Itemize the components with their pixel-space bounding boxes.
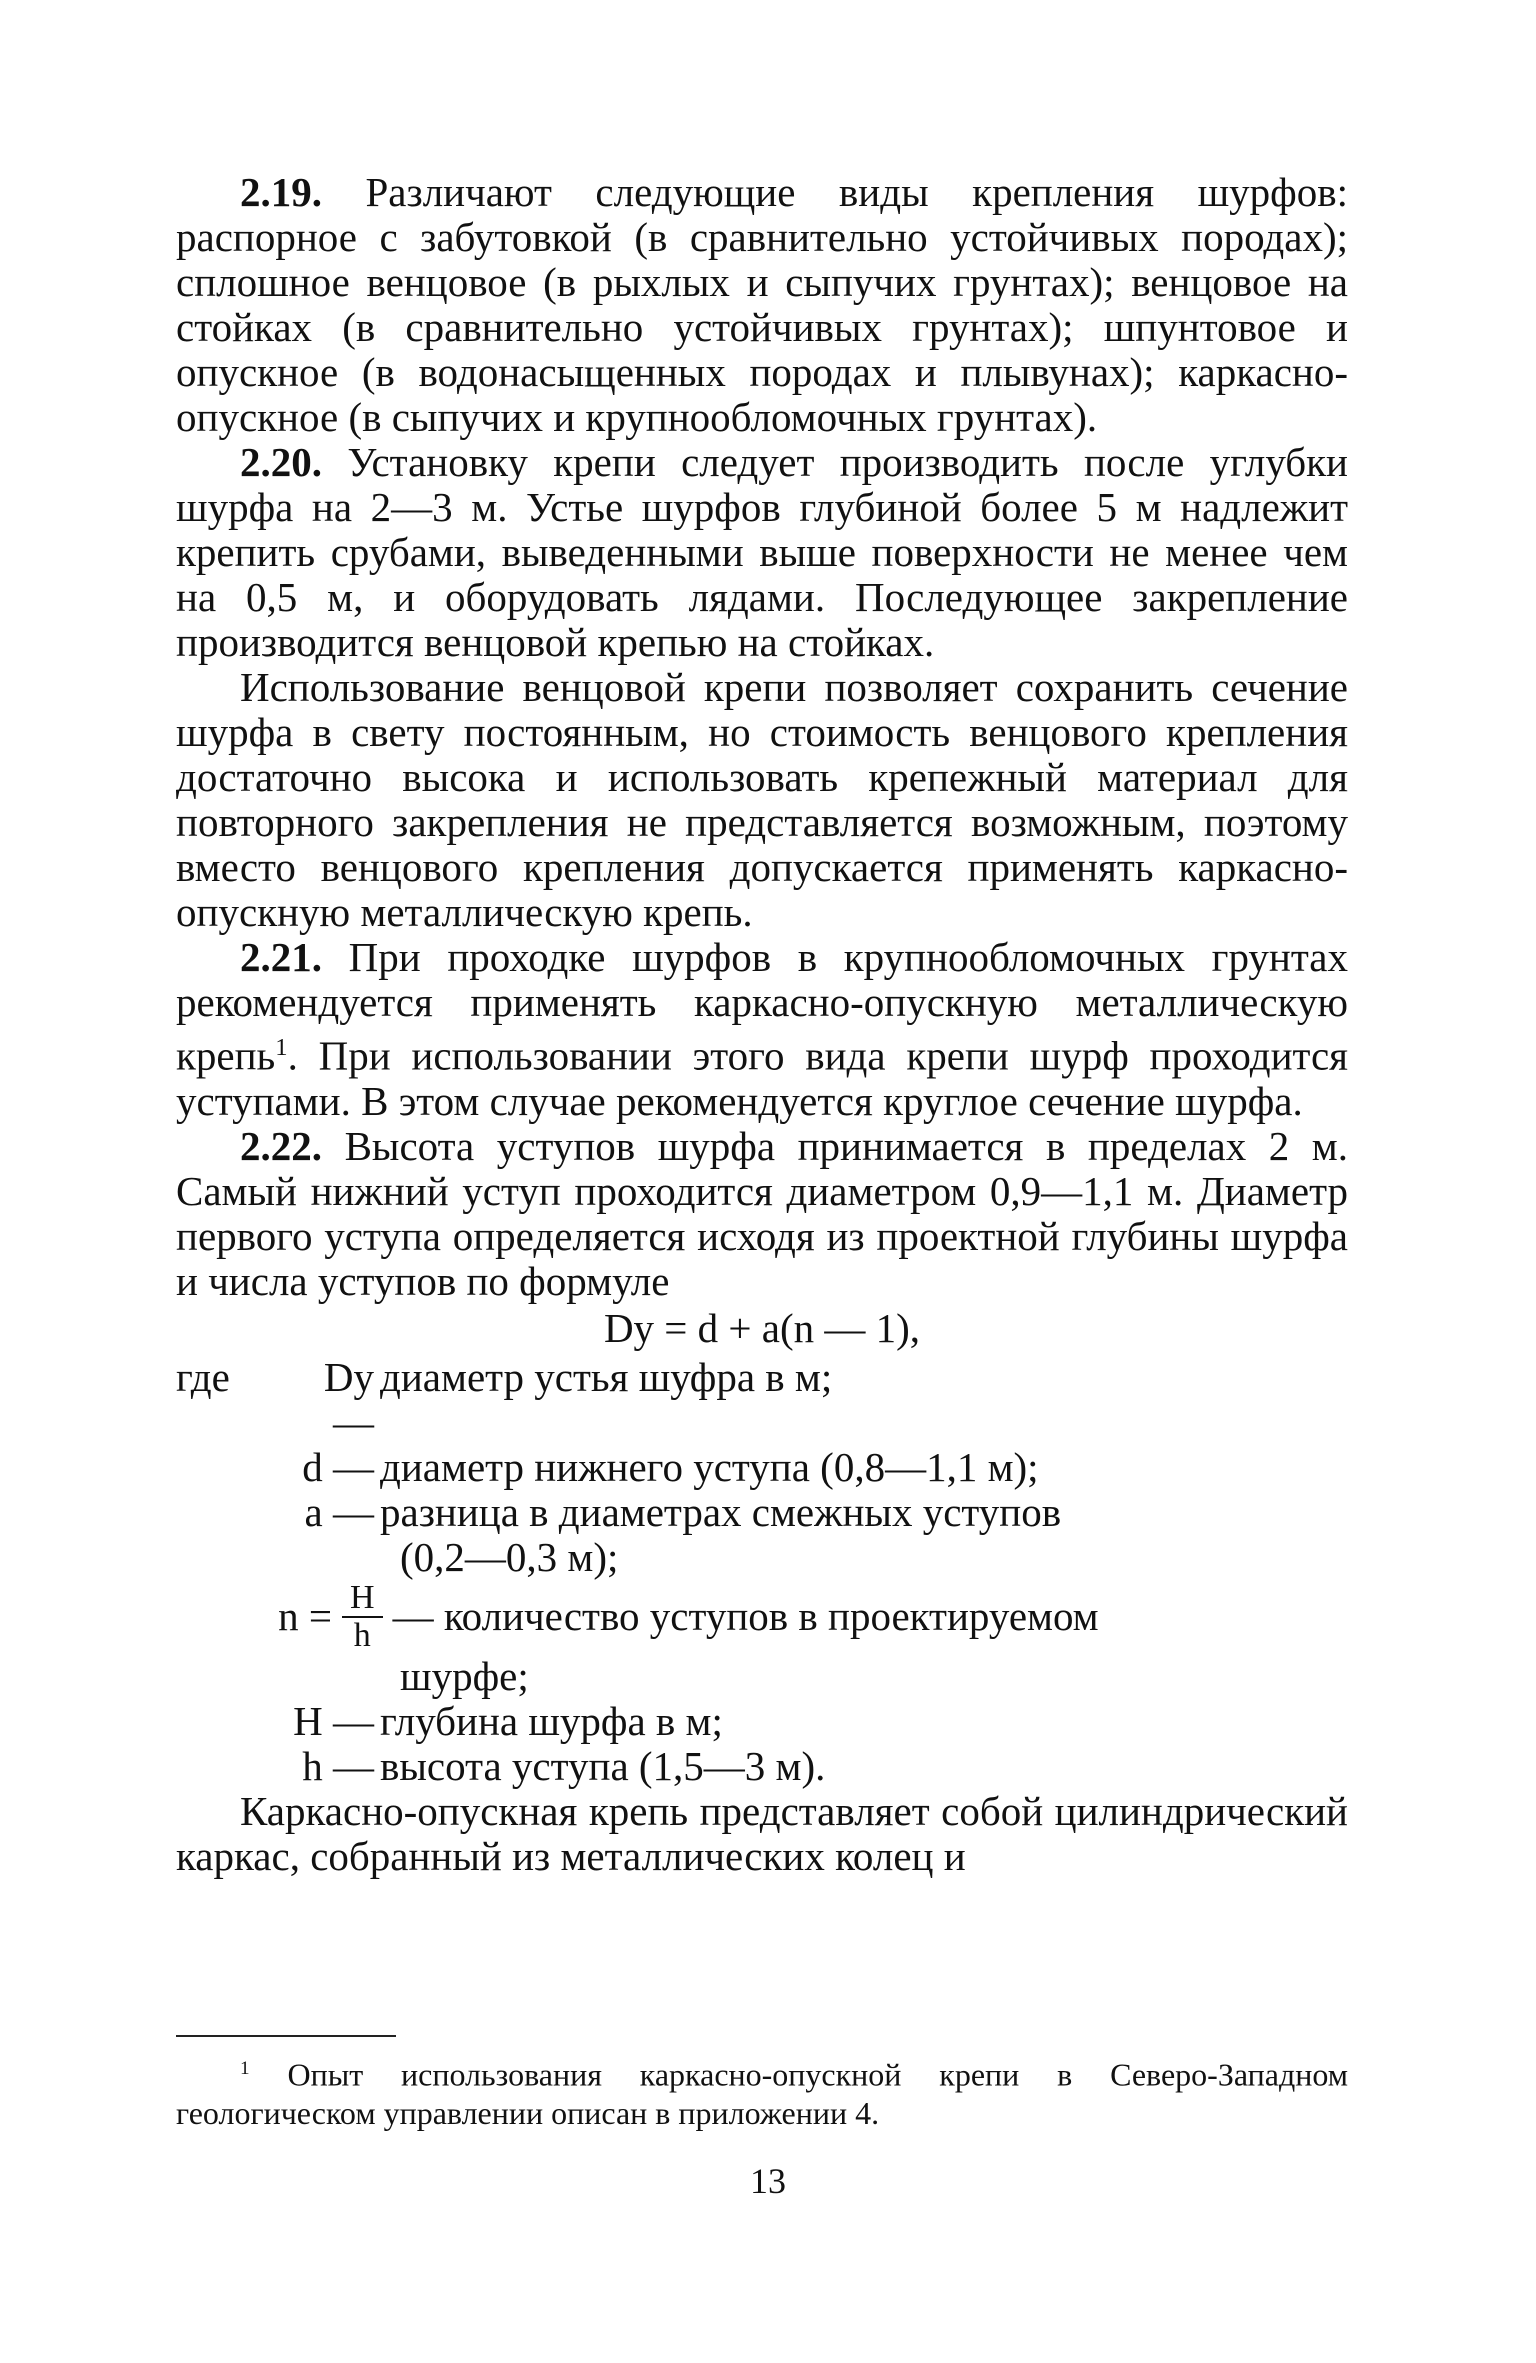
symbol: h — (302, 1742, 374, 1789)
definition-n-cont (176, 1654, 1348, 1699)
section-number: 2.19. (240, 169, 322, 215)
formula: Dу = d + a(n — 1), (603, 1304, 921, 1351)
definition-n (176, 1580, 1348, 1654)
definition-text: (0,2—0,3 м); (400, 1533, 619, 1580)
symbol: a — (304, 1488, 374, 1535)
paragraph-last (176, 1789, 1348, 1879)
definition-d (176, 1445, 1348, 1490)
paragraph-text: . При использовании этого вида крепи шурф проходится уступами. В этом случае рекомендуется круглое сечение шурфа. (176, 1032, 1348, 1124)
paragraph-2-21 (176, 935, 1348, 1124)
footnote-marker: 1 (240, 2058, 250, 2079)
symbol: d — (302, 1443, 374, 1490)
paragraph-text: Каркасно-опускная крепь представляет собой цилиндрический каркас, собранный из металлических колец и (176, 1787, 1348, 1879)
definition-h (176, 1744, 1348, 1789)
fraction (342, 1580, 383, 1654)
definition-text: высота уступа (1,5—3 м). (380, 1742, 826, 1789)
paragraph-2-20-cont (176, 665, 1348, 935)
paragraph-text: Установку крепи следует производить после углубки шурфа на 2—3 м. Устье шурфов глубиной более 5 м надлежит крепить срубами, выведенными выше поверхности не менее чем на 0,5 м, и оборудовать лядами. Последующее закрепление производится венцовой крепью на стойках. (176, 439, 1348, 665)
definition-a-cont (176, 1535, 1348, 1580)
definition-text: диаметр нижнего уступа (0,8—1,1 м); (380, 1443, 1039, 1490)
footnote-divider (176, 2035, 396, 2037)
denominator: h (353, 1616, 371, 1654)
paragraph-text: Использование венцовой крепи позволяет сохранить сечение шурфа в свету постоянным, но стоимость венцового крепления достаточно высока и использовать крепежный материал для повторного закрепления не представляется возможным, поэтому вместо венцового крепления допускается применять каркасно-опускную металлическую крепь. (176, 664, 1348, 935)
section-number: 2.20. (240, 439, 322, 485)
definition-text: разница в диаметрах смежных уступов (380, 1488, 1062, 1535)
definition-H (176, 1699, 1348, 1744)
paragraph-text: При проходке шурфов в крупнообломочных грунтах рекомендуется применять каркасно-опускную металлическую крепь (176, 934, 1348, 1079)
paragraph-2-19 (176, 170, 1348, 440)
symbol: H — (293, 1697, 374, 1744)
paragraph-text: Различают следующие виды крепления шурфов: распорное с забутовкой (в сравнительно устойчивых породах); сплошное венцовое (в рыхлых и сыпучих грунтах); венцовое на стойках (в сравнительно устойчивых грунтах); шпунтовое и опускное (в водонасыщенных породах и плывунах); каркасно-опускное (в сыпучих и крупнообломочных грунтах). (176, 169, 1348, 440)
footnote-ref: 1 (275, 1034, 288, 1061)
definition-dy (176, 1355, 1348, 1445)
definition-a (176, 1490, 1348, 1535)
definition-text: — количество уступов в проектируемом (392, 1593, 1099, 1640)
numerator: H (342, 1580, 383, 1618)
paragraph-2-22 (176, 1124, 1348, 1304)
symbol: Dу — (323, 1353, 374, 1445)
footnote-text: Опыт использования каркасно-опускной крепи в Северо-Западном геологическом управлении описан в приложении 4. (176, 2056, 1349, 2131)
paragraph-text: Высота уступов шурфа принимается в пределах 2 м. Самый нижний уступ проходится диаметром 0,9—1,1 м. Диаметр первого уступа определяется исходя из проектной глубины шурфа и числа уступов по формуле (176, 1122, 1349, 1304)
footnote (176, 2050, 1348, 2132)
symbol: n = (278, 1593, 332, 1640)
where-label: где (176, 1353, 230, 1400)
definition-text: шурфе; (400, 1652, 529, 1699)
body-text (176, 170, 1348, 1879)
definition-text: диаметр устья шуфра в м; (380, 1353, 833, 1400)
section-number: 2.22. (240, 1122, 322, 1169)
section-number: 2.21. (240, 934, 322, 980)
page-number: 13 (750, 2161, 786, 2201)
paragraph-2-20 (176, 440, 1348, 665)
definition-text: глубина шурфа в м; (380, 1697, 723, 1744)
formula-definitions (176, 1355, 1348, 1789)
